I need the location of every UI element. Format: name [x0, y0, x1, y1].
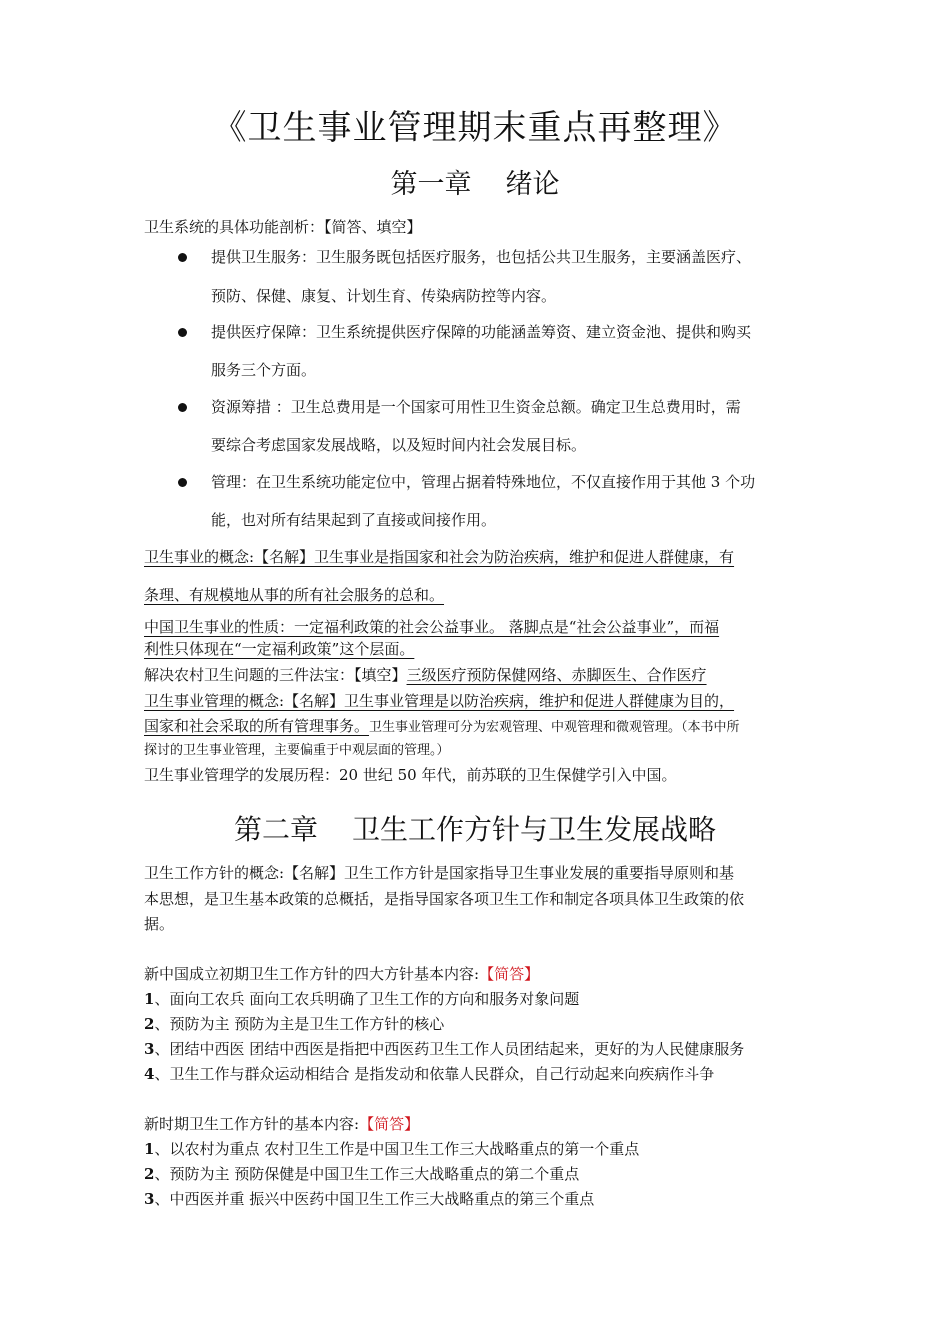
early-policy-item — [144, 1013, 444, 1035]
concept-line1: 卫生事业的概念:【名解】卫生事业是指国家和社会为防治疾病，维护和促进人群健康，有 — [144, 548, 735, 566]
item-text: 、以农村为重点 农村卫生工作是中国卫生工作三大战略重点的第一个重点 — [154, 1140, 640, 1158]
history-line: 卫生事业管理学的发展历程：20 世纪 50 年代，前苏联的卫生保健学引入中国。 — [144, 766, 677, 784]
early-policy-item — [144, 1063, 714, 1085]
nature-line2: 利性只体现在“一定福利政策”这个层面。 — [144, 640, 415, 658]
policy-concept-line1: 卫生工作方针的概念:【名解】卫生工作方针是国家指导卫生事业发展的重要指导原则和基 — [144, 864, 735, 882]
item-number: 3 — [144, 1190, 155, 1208]
item-number: 3 — [144, 1040, 155, 1058]
mgmt-concept-line2 — [144, 715, 740, 739]
early-policy-item — [144, 1038, 744, 1060]
item-text: 、卫生工作与群众运动相结合 是指发动和依靠人民群众，自己行动起来向疾病作斗争 — [154, 1065, 715, 1083]
function-4-line2: 能，也对所有结果起到了直接或间接作用。 — [211, 511, 497, 529]
document-title: 《卫生事业管理期末重点再整理》 — [212, 108, 738, 148]
mgmt-concept-main: 国家和社会采取的所有管理事务。 — [144, 717, 370, 735]
item-number: 2 — [144, 1165, 155, 1183]
bullet-dot — [178, 253, 187, 262]
item-text: 、预防为主 预防保健是中国卫生工作三大战略重点的第二个重点 — [154, 1165, 580, 1183]
rural-prefix: 解决农村卫生问题的三件法宝： — [144, 666, 355, 684]
new-policy-heading-text: 新时期卫生工作方针的基本内容: — [144, 1115, 360, 1133]
mgmt-concept-note: 卫生事业管理可分为宏观管理、中观管理和微观管理。（本书中所 — [369, 720, 740, 735]
policy-concept-line3: 据。 — [144, 915, 175, 933]
item-text: 、中西医并重 振兴中医药中国卫生工作三大战略重点的第三个重点 — [154, 1190, 595, 1208]
chapter-1-heading — [0, 162, 950, 201]
function-3-line1: 资源筹措 ：卫生总费用是一个国家可用性卫生资金总额。确定卫生总费用时，需 — [211, 398, 741, 416]
bullet-dot — [178, 328, 187, 337]
chapter-1-name: 绪论 — [505, 169, 560, 200]
function-3-line2: 要综合考虑国家发展战略，以及短时间内社会发展目标。 — [211, 436, 587, 454]
item-number: 1 — [144, 1140, 155, 1158]
item-text: 、预防为主 预防为主是卫生工作方针的核心 — [154, 1015, 445, 1033]
policy-concept-line2: 本思想，是卫生基本政策的总概括，是指导国家各项卫生工作和制定各项具体卫生政策的依 — [144, 890, 745, 908]
rural-tag: 【填空】 — [354, 666, 407, 684]
new-policy-item — [144, 1138, 639, 1160]
new-policy-heading — [144, 1113, 419, 1135]
chapter-1-label: 第一章 — [390, 169, 472, 200]
bullet-dot — [178, 478, 187, 487]
function-1-line2: 预防、保健、康复、计划生育、传染病防控等内容。 — [211, 287, 557, 305]
early-policy-heading — [144, 963, 539, 985]
function-2-line1: 提供医疗保障：卫生系统提供医疗保障的功能涵盖筹资、建立资金池、提供和购买 — [211, 323, 752, 341]
mgmt-concept-note-line2: 探讨的卫生事业管理，主要偏重于中观层面的管理。） — [144, 743, 450, 758]
rural-content: 三级医疗预防保健网络、赤脚医生、合作医疗 — [406, 666, 707, 684]
bullet-dot — [178, 403, 187, 412]
item-text: 、团结中西医 团结中西医是指把中西医药卫生工作人员团结起来，更好的为人民健康服务 — [154, 1040, 745, 1058]
item-number: 1 — [144, 990, 155, 1008]
chapter-2-label: 第二章 — [233, 813, 318, 846]
item-number: 4 — [144, 1065, 155, 1083]
new-policy-tag: 【简答】 — [359, 1115, 420, 1133]
early-policy-item — [144, 988, 579, 1010]
function-4-line1: 管理：在卫生系统功能定位中，管理占据着特殊地位，不仅直接作用于其他 3 个功 — [211, 473, 756, 491]
function-2-line2: 服务三个方面。 — [211, 361, 317, 379]
rural-line — [144, 664, 707, 686]
concept-line2: 条理、有规模地从事的所有社会服务的总和。 — [144, 586, 445, 604]
chapter-2-name: 卫生工作方针与卫生发展战略 — [352, 813, 717, 846]
function-1-line1: 提供卫生服务：卫生服务既包括医疗服务，也包括公共卫生服务，主要涵盖医疗、 — [211, 248, 752, 266]
chapter-2-heading — [0, 808, 950, 848]
item-number: 2 — [144, 1015, 155, 1033]
nature-line1: 中国卫生事业的性质：一定福利政策的社会公益事业。 落脚点是“社会公益事业”，而福 — [144, 618, 720, 636]
item-text: 、面向工农兵 面向工农兵明确了卫生工作的方向和服务对象问题 — [154, 990, 580, 1008]
new-policy-item — [144, 1188, 594, 1210]
new-policy-item — [144, 1163, 579, 1185]
early-policy-tag: 【简答】 — [479, 965, 540, 983]
functions-heading: 卫生系统的具体功能剖析：【简答、填空】 — [144, 218, 422, 236]
early-policy-heading-text: 新中国成立初期卫生工作方针的四大方针基本内容: — [144, 965, 480, 983]
mgmt-concept-line1: 卫生事业管理的概念:【名解】卫生事业管理是以防治疾病，维护和促进人群健康为目的， — [144, 692, 735, 710]
